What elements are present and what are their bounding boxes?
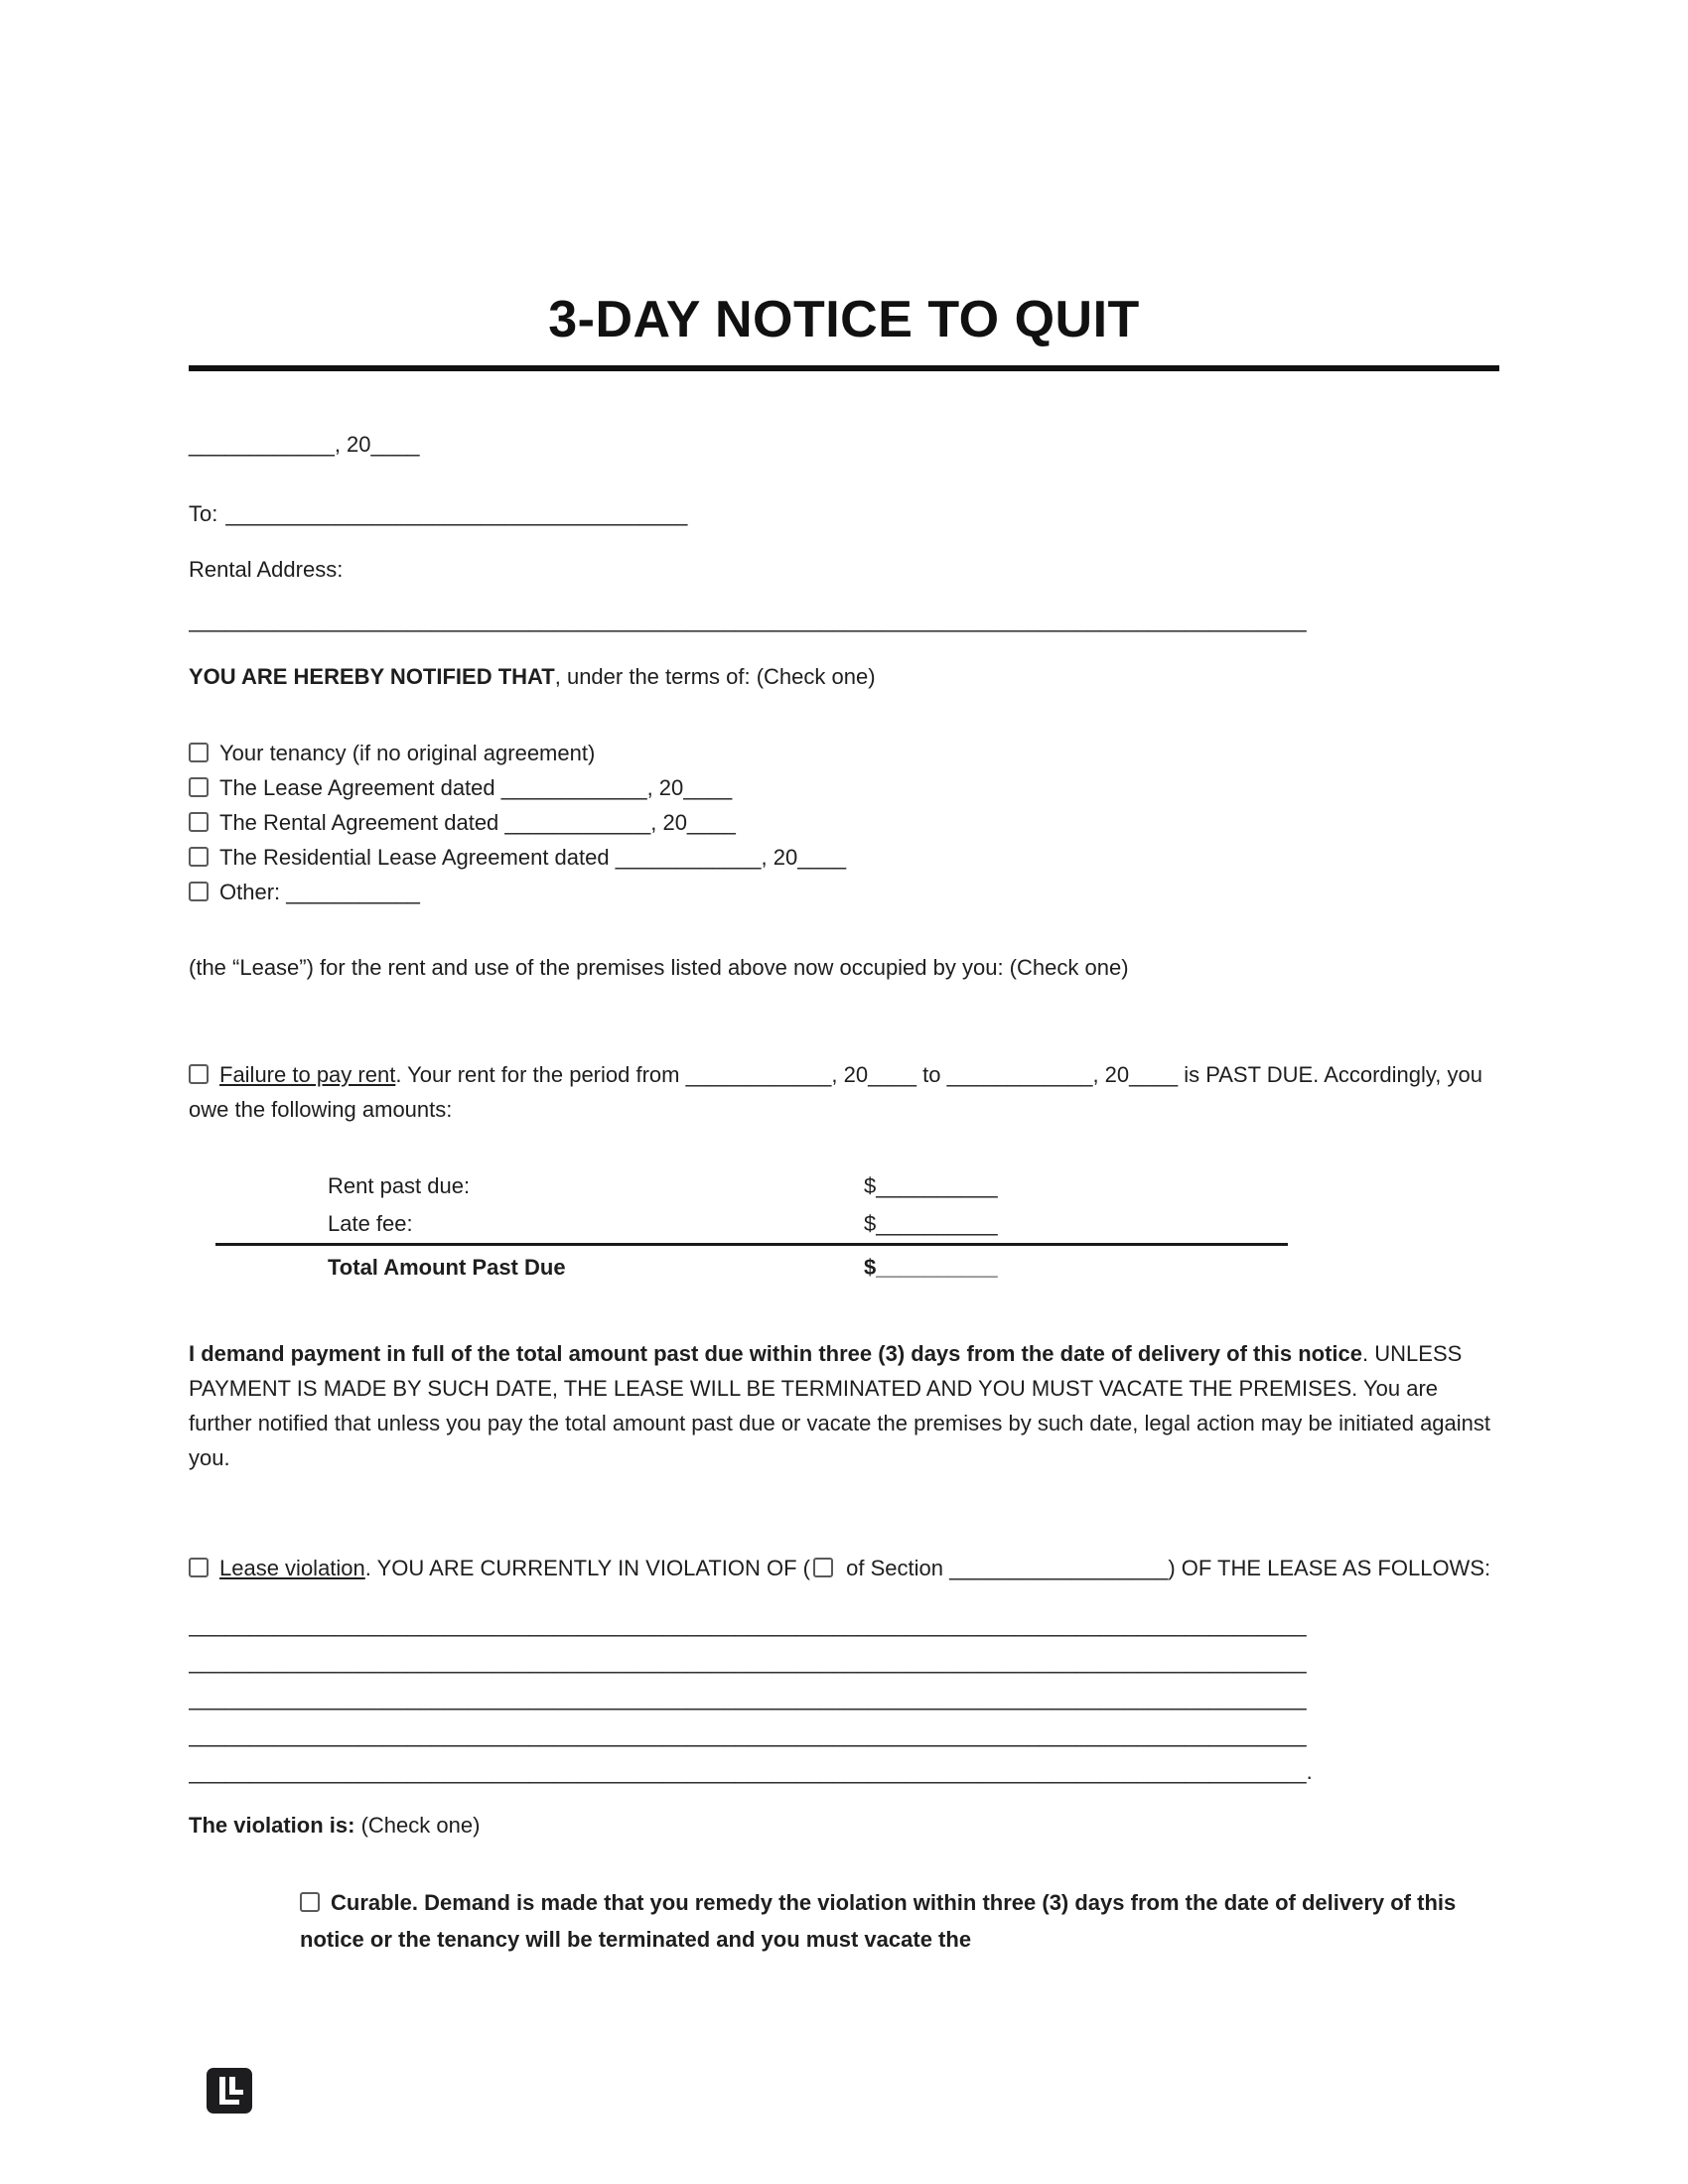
total-value: $__________ — [864, 1255, 998, 1280]
checkbox-tenancy[interactable] — [189, 743, 209, 762]
amount-value: $__________ — [864, 1211, 998, 1236]
amounts-table — [328, 1167, 1499, 1243]
amounts-total-row — [328, 1249, 1499, 1287]
checkbox-lease-violation[interactable] — [189, 1558, 209, 1577]
to-label: To: — [189, 501, 218, 526]
blank-line: ____________________________________________________________________________________________. — [189, 1759, 1313, 1784]
option-row-residential-lease — [189, 840, 1499, 875]
notified-bold: YOU ARE HEREBY NOTIFIED THAT — [189, 664, 555, 689]
blank-line: ____________________________________________________________________________________________ — [189, 1612, 1307, 1637]
amount-label: Rent past due: — [328, 1173, 471, 1198]
checkbox-curable[interactable] — [300, 1892, 320, 1912]
violation-underlined: Lease violation — [219, 1556, 365, 1580]
option-label: The Lease Agreement dated ____________, 20____ — [219, 775, 733, 800]
violation-blank-lines — [189, 1606, 1499, 1790]
checkbox-lease-agreement[interactable] — [189, 777, 209, 797]
violation-is-bold: The violation is: — [189, 1813, 355, 1838]
violation-mid: . YOU ARE CURRENTLY IN VIOLATION OF ( — [364, 1556, 811, 1580]
checkbox-rental-agreement[interactable] — [189, 812, 209, 832]
option-row-lease-agreement — [189, 770, 1499, 805]
blank-line: ____________________________________________________________________________________________ — [189, 1649, 1307, 1674]
curable-clause — [300, 1884, 1499, 1958]
failure-rest: . Your rent for the period from ____________, 20____ to ____________, 20____ is PAST DUE. Accordingly, you owe the following amounts: — [189, 1062, 1482, 1122]
option-label: The Rental Agreement dated ____________, 20____ — [219, 810, 736, 835]
violation-is-rest: (Check one) — [354, 1813, 481, 1838]
to-blank: ______________________________________ — [225, 501, 688, 526]
lease-violation-clause — [189, 1551, 1499, 1585]
legaltemplates-logo-icon — [207, 2068, 252, 2114]
checkbox-other[interactable] — [189, 882, 209, 901]
document-title: 3-DAY NOTICE TO QUIT — [548, 291, 1140, 348]
total-label: Total Amount Past Due — [328, 1255, 566, 1280]
failure-underlined: Failure to pay rent — [219, 1062, 396, 1087]
violation-is-line — [189, 1808, 1499, 1843]
amount-value: $__________ — [864, 1173, 998, 1198]
lease-definition-clause: (the “Lease”) for the rent and use of the premises listed above now occupied by you: (Check one) — [189, 955, 1129, 980]
rental-address-label: Rental Address: — [189, 557, 344, 582]
option-label: Your tenancy (if no original agreement) — [219, 741, 596, 765]
checkbox-residential-lease[interactable] — [189, 847, 209, 867]
amount-row-total — [328, 1249, 1499, 1287]
violation-tail: of Section __________________) OF THE LEASE AS FOLLOWS: — [840, 1556, 1491, 1580]
demand-rest: . UNLESS PAYMENT IS MADE BY SUCH DATE, THE LEASE WILL BE TERMINATED AND YOU MUST VACATE THE PREMISES. You are further notified that unless you pay the total amount past due or vacate the premises by such date, legal action may be initiated against you. — [189, 1341, 1491, 1470]
checkbox-failure-to-pay-rent[interactable] — [189, 1064, 209, 1084]
title-rule — [189, 365, 1499, 371]
legaltemplates-logo — [207, 2068, 252, 2114]
curable-bold: Curable. Demand is made that you remedy the violation within three (3) days from the date of delivery of this notice or the tenancy will be terminated and you must vacate the — [300, 1890, 1457, 1952]
option-row-tenancy — [189, 736, 1499, 770]
option-label: The Residential Lease Agreement dated ____________, 20____ — [219, 845, 847, 870]
option-row-rental-agreement — [189, 805, 1499, 840]
blank-line: ____________________________________________________________________________________________ — [189, 1722, 1307, 1747]
notified-clause — [189, 659, 1499, 694]
failure-to-pay-rent-clause — [189, 1057, 1499, 1127]
option-label: Other: ___________ — [219, 880, 420, 904]
amount-label: Late fee: — [328, 1211, 413, 1236]
blank-line: ____________________________________________________________________________________________ — [189, 1686, 1307, 1710]
amount-row-late-fee — [328, 1205, 1499, 1243]
amounts-divider — [215, 1243, 1288, 1246]
rental-address-blank: ____________________________________________________________________________________________ — [189, 608, 1307, 632]
notified-rest: , under the terms of: (Check one) — [554, 664, 876, 689]
terms-options-list — [189, 736, 1499, 909]
option-row-other — [189, 875, 1499, 909]
amount-row-rent-past-due — [328, 1167, 1499, 1205]
date-line: ____________, 20____ — [189, 432, 420, 457]
demand-bold: I demand payment in full of the total amount past due within three (3) days from the date of delivery of this notice — [189, 1341, 1363, 1366]
checkbox-of-section[interactable] — [813, 1558, 833, 1577]
demand-paragraph — [189, 1336, 1499, 1475]
to-line — [189, 496, 1499, 531]
